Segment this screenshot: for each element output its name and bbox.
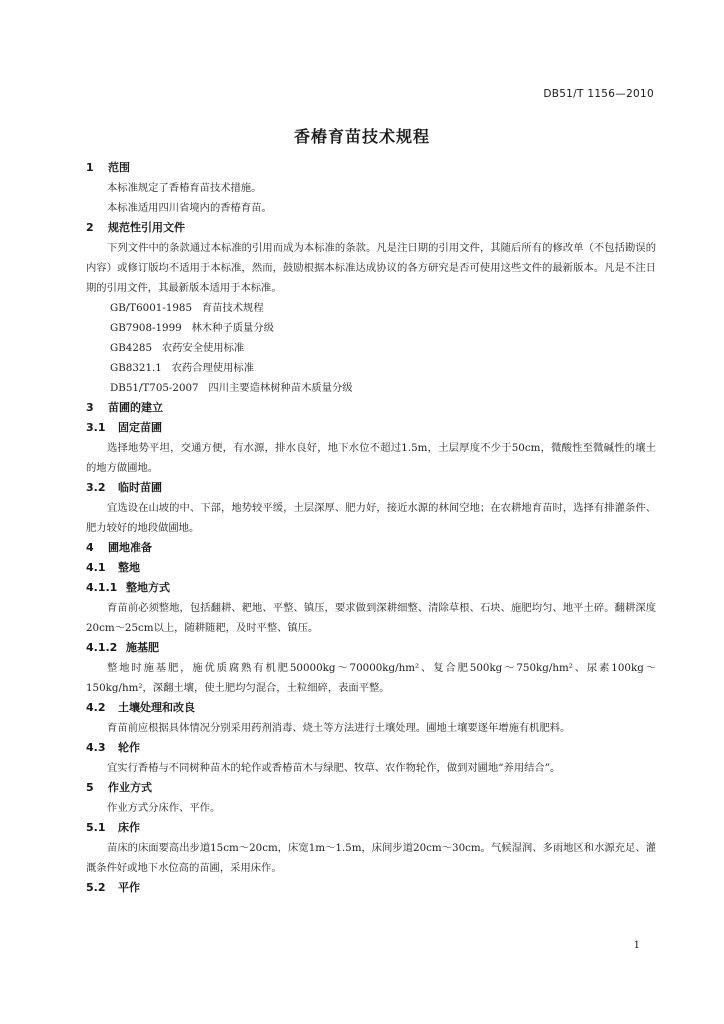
section-title: 范围 <box>108 161 130 174</box>
reference-item: GB/T6001-1985 育苗技术规程 <box>110 302 264 314</box>
section-title: 施基肥 <box>126 641 159 654</box>
section-number: 4.1 <box>86 561 106 574</box>
section-number: 1 <box>86 161 94 174</box>
section-title: 平作 <box>118 881 140 894</box>
section-number: 5.2 <box>86 881 106 894</box>
paragraph: 下列文件中的条款通过本标准的引用而成为本标准的条款。凡是注日期的引用文件，其随后所有的修改单（不包括勘误的内容）或修订版均不适用于本标准，然而，鼓励根据本标准达成协议的各方研究是否可使用这些文件的最新版本。凡是不注日期的引用文件，其最新版本适用于本标准。 <box>86 242 656 294</box>
section-title: 轮作 <box>118 741 140 754</box>
subsection-heading-3-2 <box>86 478 656 498</box>
subsection-heading-4-3 <box>86 738 656 758</box>
section-title: 整地 <box>118 561 140 574</box>
section-number: 4.2 <box>86 701 106 714</box>
paragraph: 育苗前必须整地，包括翻耕、耙地、平整、镇压，要求做到深耕细整、清除草根、石块、施肥均匀、地平土碎。翻耕深度20cm～25cm以上，随耕随耙，及时平整、镇压。 <box>86 602 656 634</box>
paragraph: 宜选设在山坡的中、下部，地势较平缓，土层深厚、肥力好，接近水源的林间空地；在农耕地育苗时，选择有排灌条件、肥力较好的地段做圃地。 <box>86 502 656 534</box>
paragraph: 宜实行香椿与不同树种苗木的轮作或香椿苗木与绿肥、牧草、农作物轮作，做到对圃地“养用结合”。 <box>107 762 561 774</box>
subsection-heading-4-1 <box>86 558 656 578</box>
paragraph: 苗床的床面要高出步道15cm～20cm，床宽1m～1.5m，床间步道20cm～30cm。气候湿润、多雨地区和水源充足、灌溉条件好或地下水位高的苗圃，采用床作。 <box>86 842 656 874</box>
paragraph: 育苗前应根据具体情况分别采用药剂消毒、烧土等方法进行土壤处理。圃地土壤要逐年增施有机肥料。 <box>107 722 571 734</box>
paragraph: 本标准适用四川省境内的香椿育苗。 <box>107 202 272 214</box>
reference-item: GB8321.1 农药合理使用标准 <box>110 362 255 374</box>
section-title: 规范性引用文件 <box>108 221 185 234</box>
subsection-heading-4-1-2 <box>86 638 656 658</box>
section-number: 2 <box>86 221 94 234</box>
section-heading-5 <box>86 778 656 798</box>
paragraph: 作业方式分床作、平作。 <box>107 802 221 814</box>
section-title: 临时苗圃 <box>118 481 162 494</box>
subsection-heading-4-1-1 <box>86 578 656 598</box>
reference-item: GB4285 农药安全使用标准 <box>110 342 245 354</box>
section-title: 土壤处理和改良 <box>118 701 195 714</box>
section-title: 床作 <box>118 821 140 834</box>
page-title: 香椿育苗技术规程 <box>293 127 430 146</box>
section-number: 3.2 <box>86 481 106 494</box>
section-title: 固定苗圃 <box>118 421 162 434</box>
section-heading-1 <box>86 158 656 178</box>
paragraph: 选择地势平坦，交通方便，有水源，排水良好，地下水位不超过1.5m，土层厚度不少于50cm，微酸性至微碱性的壤土的地方做圃地。 <box>86 442 656 474</box>
page-number: 1 <box>633 940 640 951</box>
section-number: 4 <box>86 541 94 554</box>
paragraph: 整地时施基肥，施优质腐熟有机肥50000kg～70000kg/hm²、复合肥500kg～750kg/hm²、尿素100kg～150kg/hm²，深翻土壤，使土肥均匀混合，土粒细碎，表面平整。 <box>86 662 656 694</box>
section-title: 苗圃的建立 <box>108 401 163 414</box>
section-number: 3.1 <box>86 421 106 434</box>
section-number: 4.1.2 <box>86 641 118 654</box>
section-number: 5 <box>86 781 94 794</box>
section-heading-4 <box>86 538 656 558</box>
section-number: 5.1 <box>86 821 106 834</box>
subsection-heading-4-2 <box>86 698 656 718</box>
section-heading-2 <box>86 218 656 238</box>
section-title: 作业方式 <box>108 781 152 794</box>
section-title: 圃地准备 <box>108 541 152 554</box>
section-number: 4.1.1 <box>86 581 118 594</box>
document-code: DB51/T 1156—2010 <box>543 88 654 100</box>
paragraph: 本标准规定了香椿育苗技术措施。 <box>107 182 262 194</box>
reference-item: GB7908-1999 林木种子质量分级 <box>110 322 274 334</box>
reference-item: DB51/T705-2007 四川主要造林树种苗木质量分级 <box>110 382 353 394</box>
section-heading-3 <box>86 398 656 418</box>
subsection-heading-3-1 <box>86 418 656 438</box>
section-title: 整地方式 <box>126 581 170 594</box>
document-body <box>86 158 656 898</box>
subsection-heading-5-1 <box>86 818 656 838</box>
subsection-heading-5-2 <box>86 878 656 898</box>
section-number: 4.3 <box>86 741 106 754</box>
section-number: 3 <box>86 401 94 414</box>
